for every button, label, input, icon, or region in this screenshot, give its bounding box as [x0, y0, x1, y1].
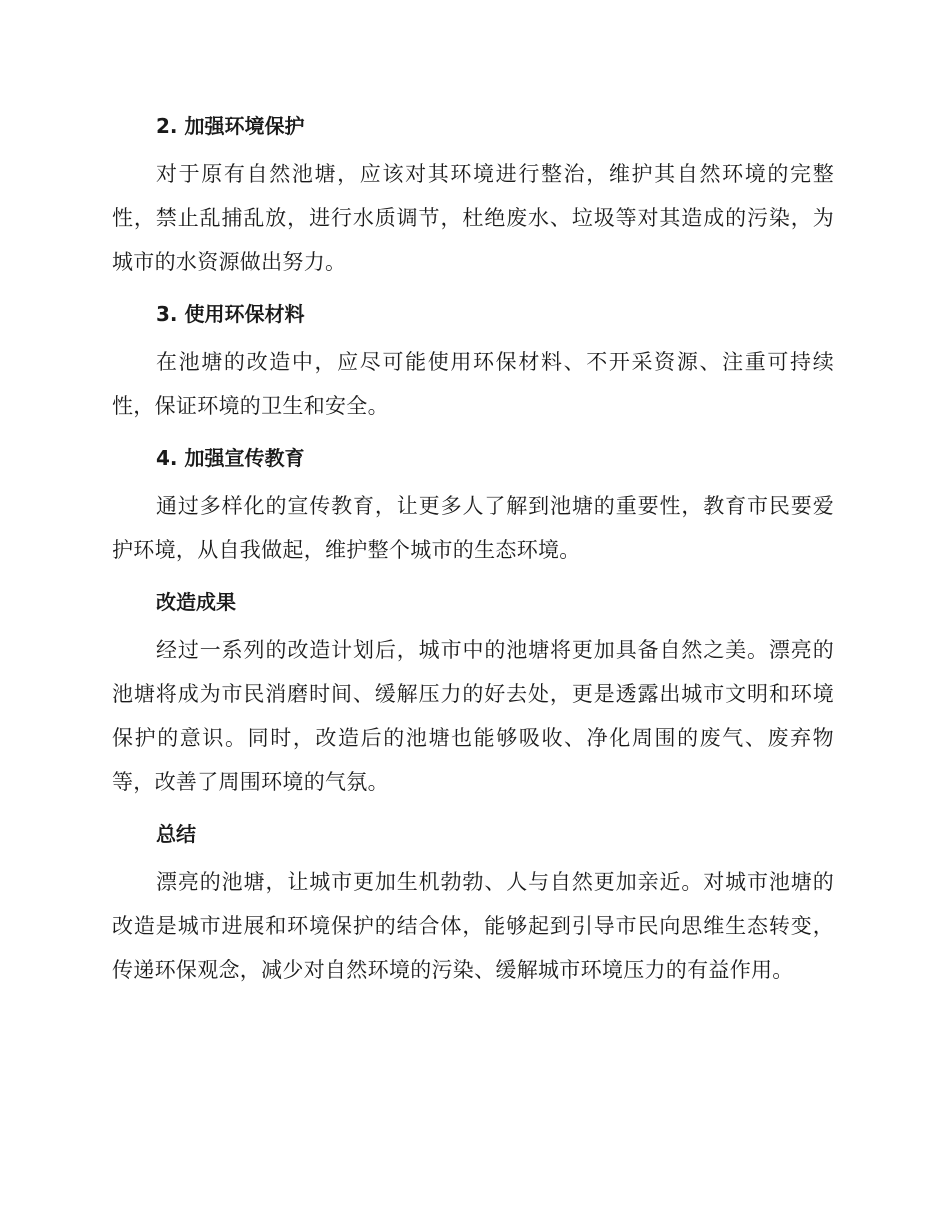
section-heading-environment-protection: 2. 加强环境保护: [156, 114, 305, 138]
section-heading-eco-materials: 3. 使用环保材料: [156, 302, 305, 326]
section-heading-results: 改造成果: [156, 590, 236, 614]
section-paragraph-summary: 漂亮的池塘，让城市更加生机勃勃、人与自然更加亲近。对城市池塘的改造是城市进展和环境保护的结合体，能够起到引导市民向思维生态转变，传递环保观念，减少对自然环境的污染、缓解城市环境压力的有益作用。: [112, 870, 834, 982]
section-paragraph-publicity-education: 通过多样化的宣传教育，让更多人了解到池塘的重要性，教育市民要爱护环境，从自我做起，维护整个城市的生态环境。: [112, 494, 834, 562]
section-paragraph-results: 经过一系列的改造计划后，城市中的池塘将更加具备自然之美。漂亮的池塘将成为市民消磨时间、缓解压力的好去处，更是透露出城市文明和环境保护的意识。同时，改造后的池塘也能够吸收、净化周围的废气、废弃物等，改善了周围环境的气氛。: [112, 638, 834, 794]
section-paragraph-eco-materials: 在池塘的改造中，应尽可能使用环保材料、不开采资源、注重可持续性，保证环境的卫生和安全。: [112, 350, 834, 418]
document-body: [112, 108, 834, 992]
section-heading-summary: 总结: [156, 822, 196, 846]
section-heading-publicity-education: 4. 加强宣传教育: [156, 446, 305, 470]
section-paragraph-environment-protection: 对于原有自然池塘，应该对其环境进行整治，维护其自然环境的完整性，禁止乱捕乱放，进行水质调节，杜绝废水、垃圾等对其造成的污染，为城市的水资源做出努力。: [112, 162, 834, 274]
